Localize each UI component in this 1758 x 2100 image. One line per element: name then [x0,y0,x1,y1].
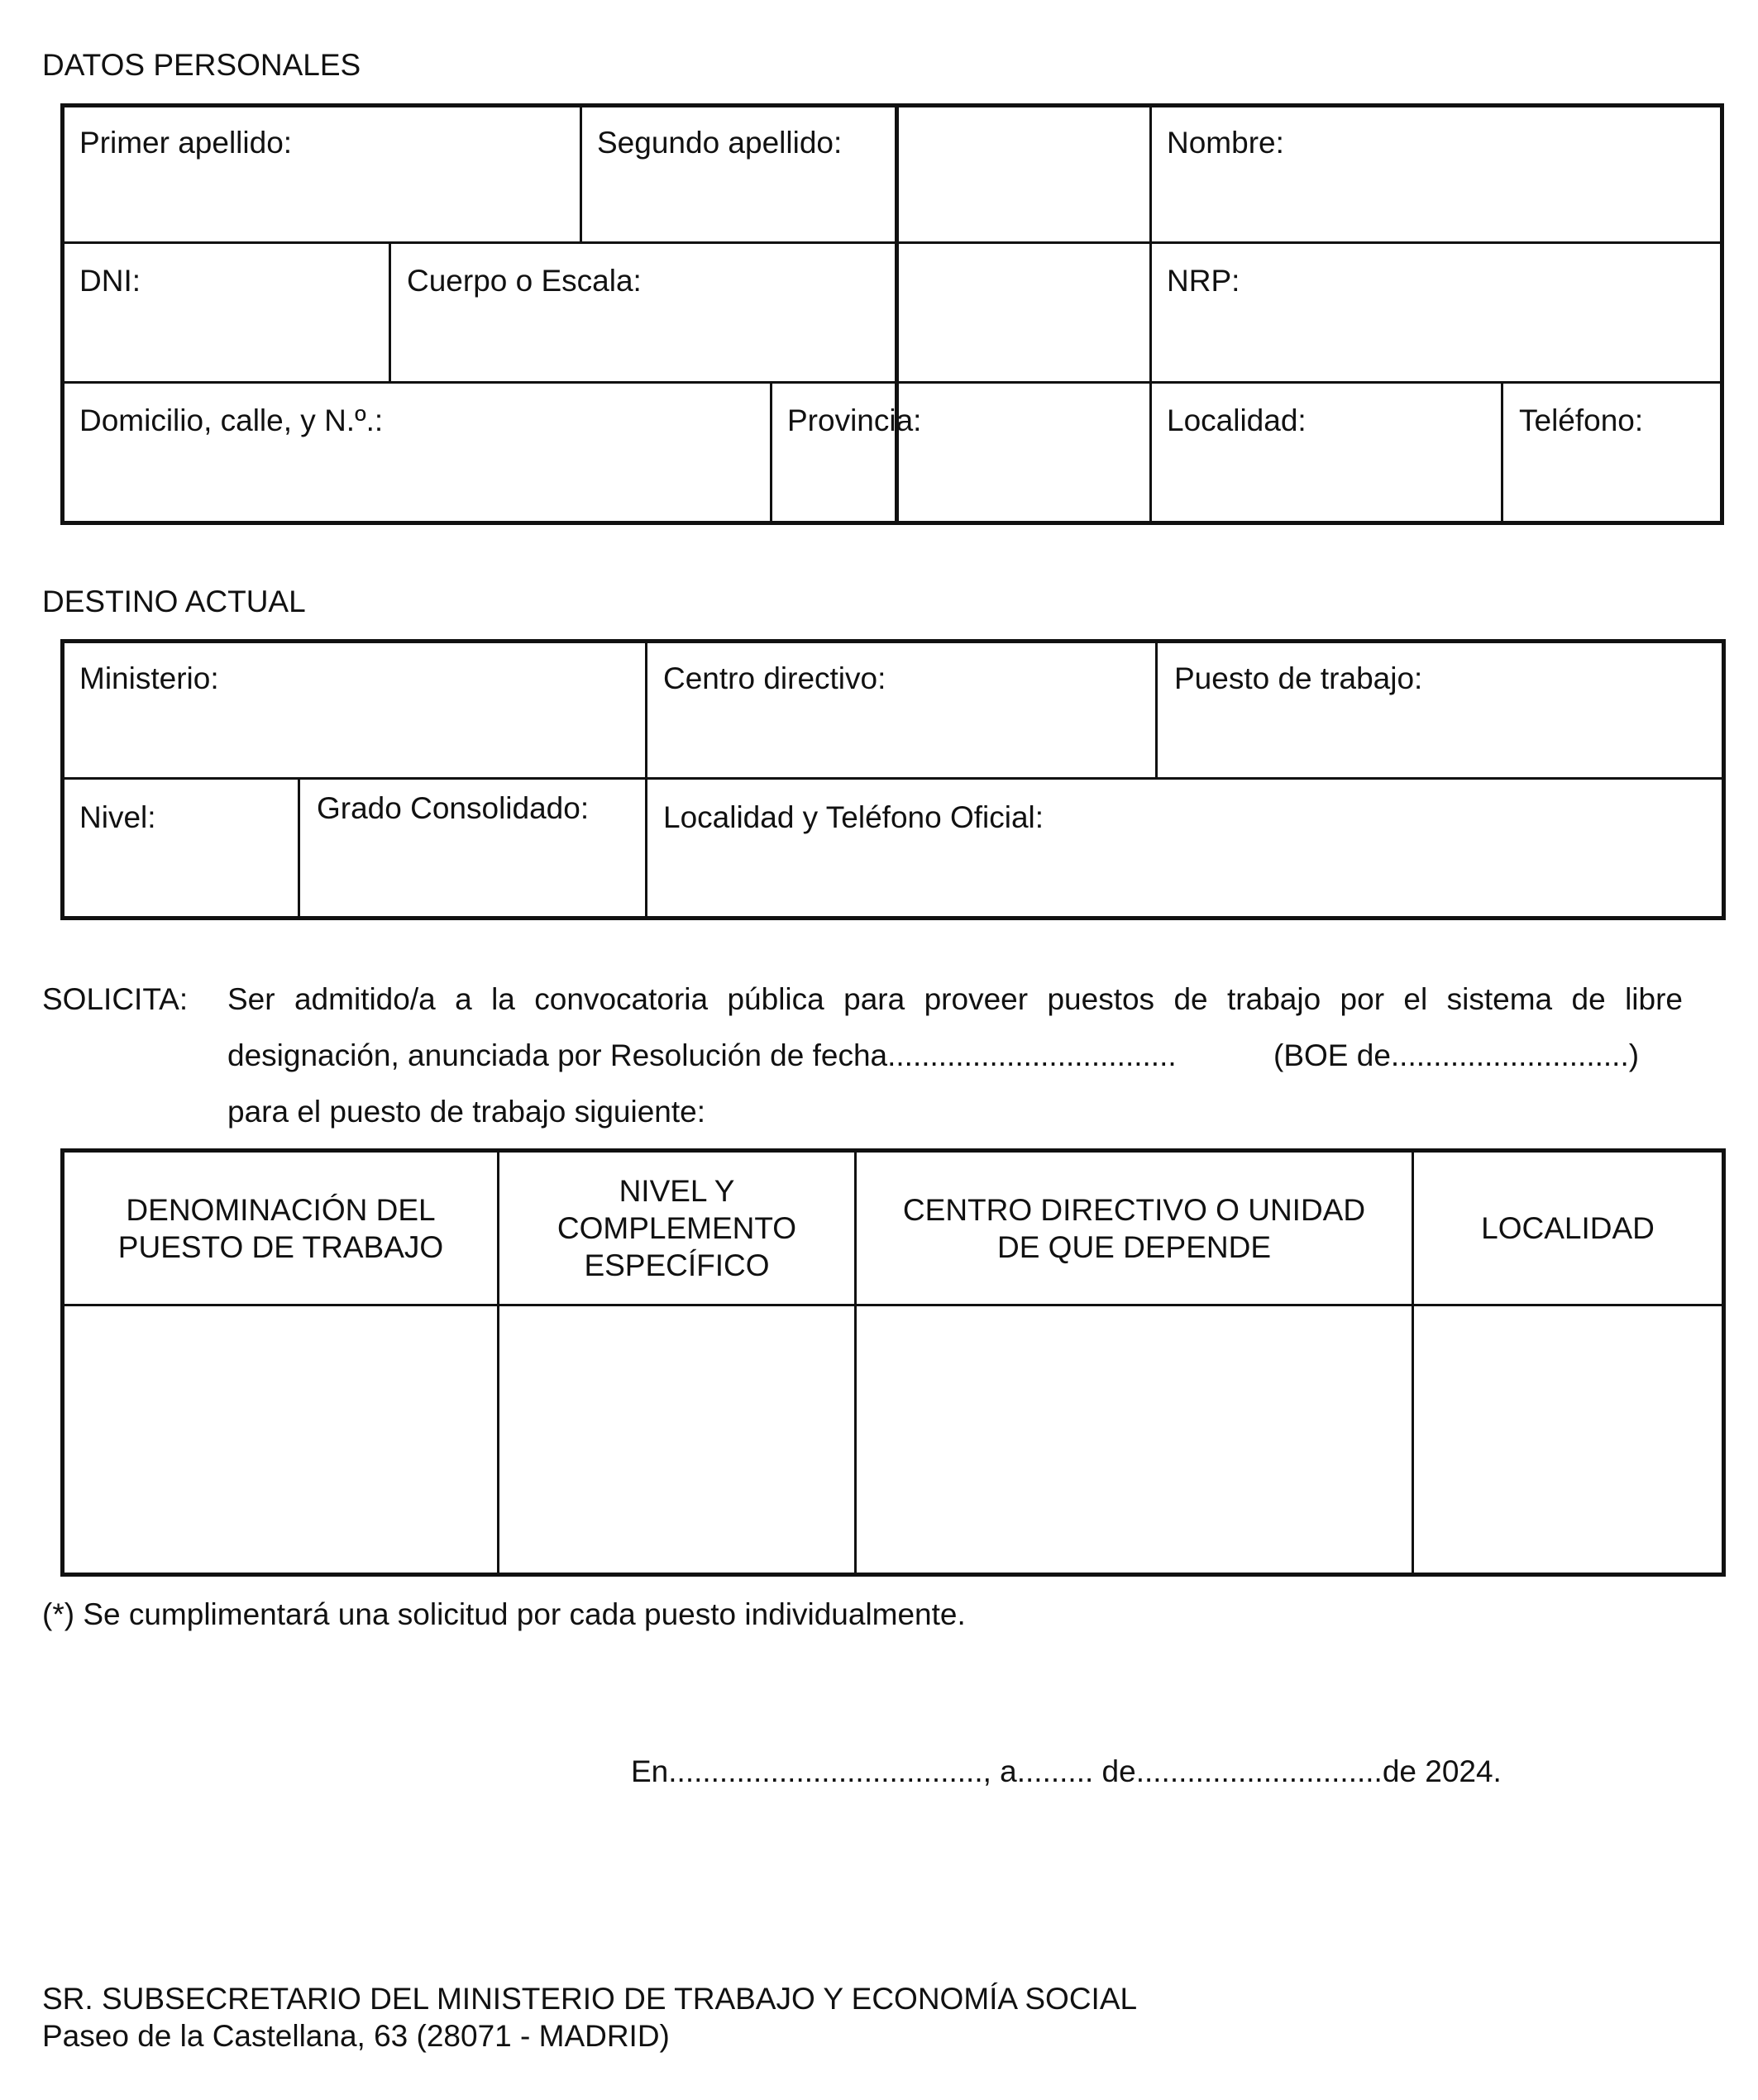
divider [1501,381,1503,525]
solicita-line-3: para el puesto de trabajo siguiente: [227,1095,706,1129]
field-telefono[interactable]: Teléfono: [1519,403,1644,437]
field-cuerpo-escala[interactable]: Cuerpo o Escala: [407,264,642,298]
field-nrp[interactable]: NRP: [1167,264,1240,298]
column-header-text: PUESTO DE TRABAJO [117,1229,444,1264]
column-header-text: COMPLEMENTO [557,1211,797,1245]
addressee-line-2: Paseo de la Castellana, 63 (28071 - MADRID) [42,2019,670,2053]
destino-table-frame [60,639,1726,920]
field-segundo-apellido[interactable]: Segundo apellido: [597,126,843,160]
column-header-text: CENTRO DIRECTIVO O UNIDAD [902,1192,1366,1227]
section-heading-destino: DESTINO ACTUAL [42,585,306,618]
column-header-text: ESPECÍFICO [584,1248,770,1282]
field-provincia[interactable]: Provincia: [787,403,922,437]
solicita-line-1: Ser admitido/a a la convocatoria pública para proveer puestos de trabajo por el sistema de libre [227,982,1683,1016]
column-header-text: LOCALIDAD [1481,1211,1655,1245]
footnote: (*) Se cumplimentará una solicitud por cada puesto individualmente. [42,1597,966,1631]
field-puesto-trabajo[interactable]: Puesto de trabajo: [1174,661,1423,695]
divider [580,103,582,242]
divider [389,241,391,382]
field-dni[interactable]: DNI: [79,264,141,298]
divider [298,777,300,920]
cell-localidad-input[interactable] [1415,1308,1721,1573]
field-domicilio[interactable]: Domicilio, calle, y N.º.: [79,403,384,437]
divider [645,639,647,920]
date-line[interactable]: En....................................., a......... de.............................de 2024. [631,1754,1502,1788]
divider [1155,639,1158,778]
field-primer-apellido[interactable]: Primer apellido: [79,126,293,160]
cell-denominacion-input[interactable] [64,1308,495,1573]
column-header-nivel [499,1153,854,1304]
field-nivel[interactable]: Nivel: [79,800,156,834]
cell-nivel-input[interactable] [500,1308,853,1573]
divider [1149,103,1152,525]
column-header-text: NIVEL Y [619,1174,735,1208]
solicita-line-2a: designación, anunciada por Resolución de fecha.................................. [227,1038,1177,1072]
field-ministerio[interactable]: Ministerio: [79,661,219,695]
divider [770,381,772,525]
addressee-line-1: SR. SUBSECRETARIO DEL MINISTERIO DE TRABAJO Y ECONOMÍA SOCIAL [42,1982,1138,2016]
solicita-line-2b: (BOE de............................) [1273,1038,1640,1072]
solicita-label: SOLICITA: [42,982,189,1016]
field-centro-directivo[interactable]: Centro directivo: [663,661,886,695]
field-localidad[interactable]: Localidad: [1167,403,1307,437]
cell-centro-input[interactable] [858,1308,1410,1573]
column-header-denominacion [64,1153,497,1304]
field-localidad-telefono-oficial[interactable]: Localidad y Teléfono Oficial: [663,800,1044,834]
column-header-text: DE QUE DEPENDE [996,1229,1271,1264]
section-heading-personal: DATOS PERSONALES [42,48,361,82]
personal-data-table-frame [60,103,1724,525]
column-header-text: DENOMINACIÓN DEL [126,1192,436,1227]
column-header-centro [857,1153,1412,1304]
field-nombre[interactable]: Nombre: [1167,126,1284,160]
column-header-localidad [1414,1153,1722,1304]
field-grado-consolidado[interactable]: Grado Consolidado: [317,791,590,825]
